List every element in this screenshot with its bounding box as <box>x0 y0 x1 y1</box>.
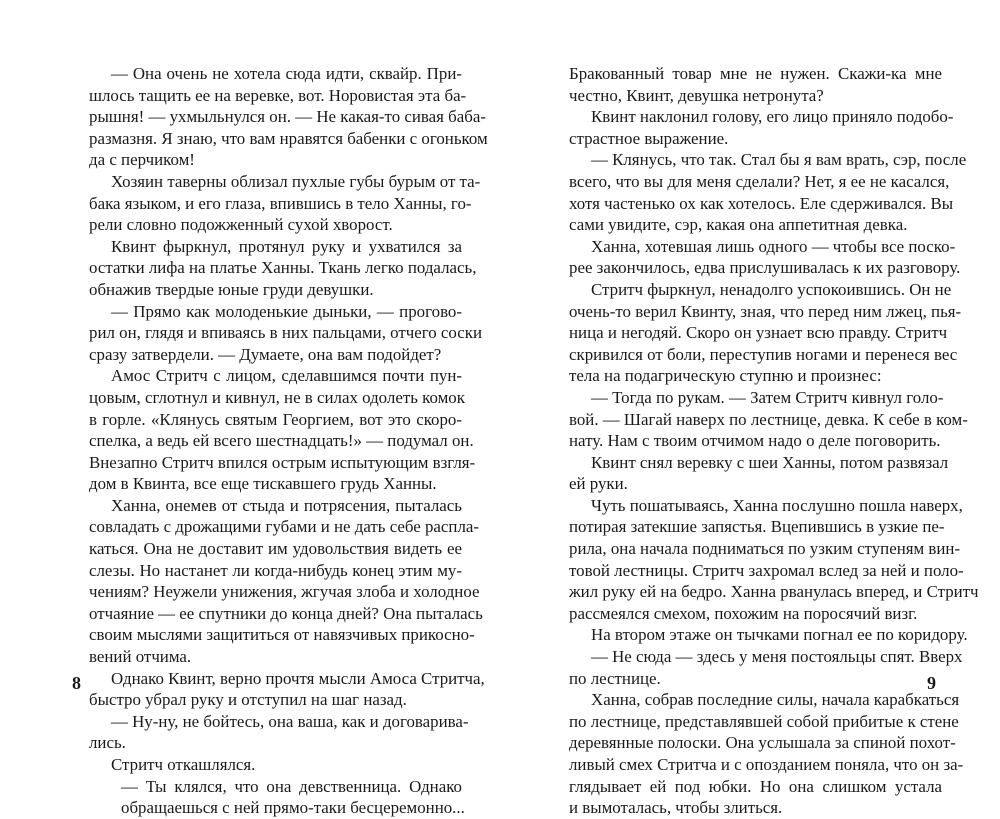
text-line: нату. Нам с твоим отчимом надо о деле поговорить. <box>569 431 941 451</box>
text-line: — Не сюда — здесь у меня постояльцы спят. Вверх <box>591 647 963 667</box>
text-line: сами увидите, сэр, какая она аппетитная девка. <box>569 215 908 235</box>
text-line: да с перчиком! <box>89 150 195 170</box>
text-line: страстное выражение. <box>569 128 729 148</box>
text-line: каться. Она не доставит им удовольствия видеть ее <box>89 539 462 559</box>
text-line: рее закончилось, едва прислушивалась к их разговору. <box>569 258 961 278</box>
text-line: слезы. Но настанет ли когда-нибудь конец этим му- <box>89 560 462 580</box>
text-line: Квинт фыркнул, протянул руку и ухватился за <box>111 236 462 256</box>
text-line: своим мыслями защититься от навязчивых прикосно- <box>89 625 475 645</box>
text-line: Внезапно Стритч впился острым испытующим взгля- <box>89 452 476 472</box>
text-line: и вымоталась, чтобы злиться. <box>569 798 783 818</box>
text-line: сразу затвердели. — Думаете, она вам подойдет? <box>89 344 442 364</box>
text-line: рила, она начала подниматься по узким ступеням вин- <box>569 539 961 559</box>
text-line: скривился от боли, переступив ногами и перенеся вес <box>569 344 958 364</box>
text-line: всего, что вы для меня сделали? Нет, я ее не касался, <box>569 171 950 191</box>
text-line: вений отчима. <box>89 647 192 667</box>
text-line: Однако Квинт, верно прочтя мысли Амоса Стритча, <box>111 668 485 688</box>
text-line: Квинт наклонил голову, его лицо приняло подобо- <box>591 107 954 127</box>
text-line: лись. <box>89 733 126 753</box>
text-line: Ханна, онемев от стыда и потрясения, пыталась <box>111 495 462 515</box>
text-line: товой лестницы. Стритч захромал вслед за ней и поло- <box>569 560 964 580</box>
text-line: — Клянусь, что так. Стал бы я вам врать, сэр, после <box>591 150 967 170</box>
text-line: по лестнице. <box>569 668 661 688</box>
text-line: обращаешься с ней прямо-таки бесцеремонно... <box>121 798 465 818</box>
text-line: тела на подагрическую ступню и произнес: <box>569 366 882 386</box>
text-line: деревянные полоски. Она услышала за спиной похот- <box>569 733 956 753</box>
text-line: чениям? Неужели унижения, жгучая злоба и холодное <box>89 582 480 602</box>
text-line: Стритч откашлялся. <box>111 755 256 774</box>
text-line: глядывает ей под юбки. Но она слишком устала <box>569 776 942 796</box>
left-page-number: 8 <box>72 673 81 693</box>
text-line: — Тогда по рукам. — Затем Стритч кивнул голо- <box>591 387 944 407</box>
text-line: Ханна, хотевшая лишь одного — чтобы все поско- <box>591 236 956 256</box>
left-page-text <box>89 63 488 819</box>
text-line: быстро убрал руку и отступил на шаг назад. <box>89 690 407 710</box>
text-line: Хозяин таверны облизал пухлые губы бурым от та- <box>111 171 481 191</box>
text-line: вой. — Шагай наверх по лестнице, девка. К себе в ком- <box>569 409 968 429</box>
text-line: рышня! — ухмыльнулся он. — Не какая-то сивая баба- <box>89 107 486 127</box>
text-line: Амос Стритч с лицом, сделавшимся почти пун- <box>111 366 462 386</box>
text-line: Стритч фыркнул, ненадолго успокоившись. Он не <box>591 279 952 299</box>
text-line: дом в Квинта, все еще тискавшего грудь Ханны. <box>89 474 437 494</box>
text-line: шлось тащить ее на веревке, вот. Норовистая эта ба- <box>89 85 467 105</box>
text-line: по лестнице, представлявшей собой прибитые к стене <box>569 711 959 731</box>
text-line: размазня. Я знаю, что вам нравятся бабенки с огоньком <box>89 128 488 148</box>
text-line: Чуть пошатываясь, Ханна послушно пошла наверх, <box>591 495 963 515</box>
text-line: Бракованный товар мне не нужен. Скажи-ка мне <box>569 64 942 83</box>
text-line: рил он, глядя и впиваясь в них пальцами, отчего соски <box>89 323 483 343</box>
text-line: рели словно подожженный сухой хворост. <box>89 215 393 235</box>
text-line: — Прямо как молоденькие дыньки, — прогово- <box>111 301 462 321</box>
text-line: очень-то верил Квинту, зная, что перед ним лжец, пья- <box>569 301 962 321</box>
text-line: потирая затекшие запястья. Вцепившись в узкие пе- <box>569 517 945 537</box>
text-line: — Ну-ну, не бойтесь, она ваша, как и договарива- <box>111 711 469 731</box>
right-page-number: 9 <box>927 673 936 693</box>
text-line: Квинт снял веревку с шеи Ханны, потом развязал <box>591 452 949 472</box>
text-line: ница и негодяй. Скоро он узнает всю правду. Стритч <box>569 323 948 343</box>
text-line: в горле. «Клянусь святым Георгием, вот это скоро- <box>89 409 462 429</box>
text-line: совладать с дрожащими губами и не дать себе распла- <box>89 517 480 537</box>
text-line: На втором этаже он тычками погнал ее по коридору. <box>591 625 968 645</box>
text-line: хотя частенько ох как хотелось. Еле сдерживался. Вы <box>569 193 954 213</box>
text-line: отчаяние — ее спутники до конца дней? Она пыталась <box>89 603 483 623</box>
text-line: жил руку ей на бедро. Ханна рванулась вперед, и Стритч <box>569 582 979 602</box>
text-line: — Она очень не хотела сюда идти, сквайр. При- <box>111 64 462 83</box>
text-line: цовым, сглотнул и кивнул, не в силах одолеть комок <box>89 387 465 407</box>
right-page-text <box>569 63 979 819</box>
text-line: рассмеялся смехом, похожим на поросячий визг. <box>569 603 918 623</box>
text-line: ливый смех Стритча и с опозданием поняла, что он за- <box>569 755 964 774</box>
text-line: обнажив твердые юные груди девушки. <box>89 279 374 299</box>
text-line: ей руки. <box>569 474 628 494</box>
text-line: честно, Квинт, девушка нетронута? <box>569 85 824 105</box>
text-line: спелка, а ведь ей всего шестнадцать!» — подумал он. <box>89 431 474 451</box>
text-line: остатки лифа на платье Ханны. Ткань легко подалась, <box>89 258 477 278</box>
text-line: Ханна, собрав последние силы, начала карабкаться <box>591 690 960 710</box>
text-line: бака языком, и его глаза, впившись в тело Ханны, го- <box>89 193 472 213</box>
text-line: — Ты клялся, что она девственница. Однако <box>121 776 462 796</box>
